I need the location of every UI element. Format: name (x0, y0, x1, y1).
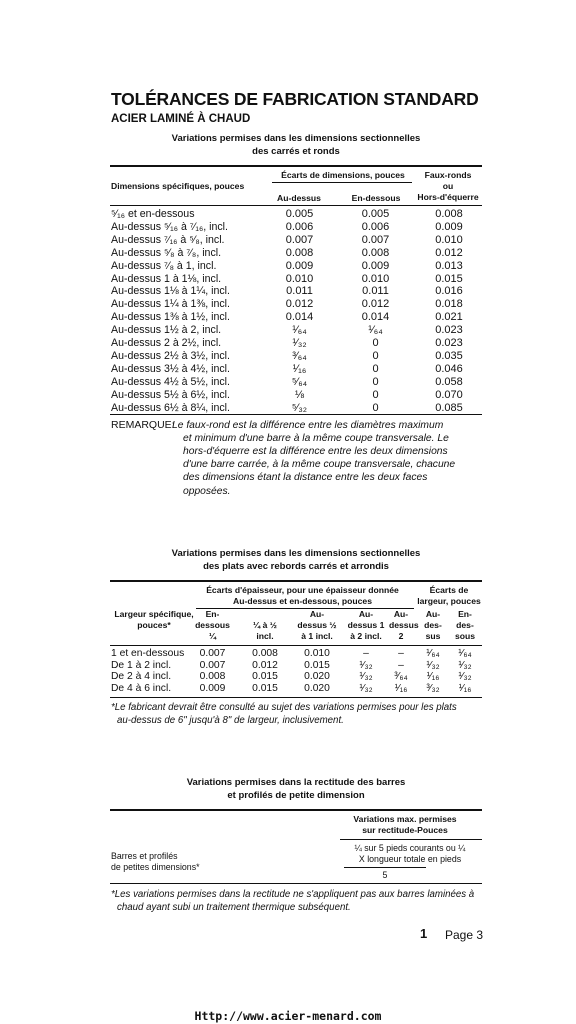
section1-header-dims: Dimensions spécifiques, pouces (111, 181, 245, 191)
section3-fraction-bar (344, 867, 426, 868)
section3-caption-line2: et profilés de petite dimension (227, 790, 365, 801)
row-dimension: Au-dessus 1⅛ à 1¼, incl. (111, 285, 230, 298)
column-header: dessus (389, 620, 419, 630)
row-value-faux-rond: 0.085 (435, 401, 463, 414)
section1-caption-line2: des carrés et ronds (252, 146, 340, 157)
row-value-au-dessus: 0.007 (285, 233, 314, 246)
row-dimension: Au-dessus 6½ à 8¼, incl. (111, 401, 230, 414)
section3-header-rule (340, 839, 482, 840)
column-header: à 1 incl. (301, 631, 333, 641)
section1-header-au-dessus: Au-dessus (277, 193, 321, 203)
row-value-au-dessus: 0.010 (285, 272, 314, 285)
row-value-en-dessous: 0 (372, 388, 379, 401)
row-dimension: Au-dessus 1⅜ à 1½, incl. (111, 311, 230, 324)
column-header: dessus 1 (347, 620, 385, 630)
row-value-en-dessous: 0.007 (361, 233, 390, 246)
column-header: incl. (256, 631, 274, 641)
row-specification: De 2 à 4 incl. (111, 671, 172, 683)
section2-bottom-rule (110, 697, 482, 698)
section3-caption-line1: Variations permises dans la rectitude des barres (186, 777, 406, 788)
row-value-faux-rond: 0.023 (435, 337, 463, 349)
section1-header-faux3: Hors-d'équerre (417, 192, 479, 202)
column-header: des- (424, 620, 442, 630)
row-value-au-dessus: ⁵⁄₆₄ (291, 375, 308, 388)
row-value-faux-rond: 0.013 (435, 259, 463, 272)
section2-header-spec2: pouces* (137, 620, 171, 630)
section2-header-largeur2: largeur, pouces (417, 596, 481, 606)
row-value-au-dessus: ¹⁄₃₂ (292, 337, 307, 349)
footer-url[interactable]: Http://www.acier-menard.com (194, 1009, 382, 1023)
section2-header-spec1: Largeur spécifique, (114, 609, 194, 619)
row-value: ³⁄₃₂ (426, 682, 440, 694)
row-value: ¹⁄₃₂ (359, 682, 373, 694)
section1-top-rule (110, 165, 482, 167)
row-value: 0.009 (199, 682, 226, 694)
section2-caption-line2: des plats avec rebords carrés et arrondis (203, 561, 389, 572)
remarque-line: et minimum d'une barre à la même coupe transversale. Le (183, 433, 449, 445)
section1-bottom-rule (110, 414, 482, 415)
section1-header-bottom-rule (110, 205, 482, 206)
row-value-faux-rond: 0.010 (435, 233, 463, 246)
row-dimension: Au-dessus ⁵⁄₁₆ à ⁷⁄₁₆, incl. (111, 220, 228, 233)
row-value: ¹⁄₃₂ (458, 671, 472, 683)
row-value: ¹⁄₃₂ (359, 671, 373, 683)
section3-row-label1: Barres et profilés (111, 851, 178, 861)
section1-header-faux1: Faux-ronds (424, 170, 472, 180)
row-value-en-dessous: 0 (372, 349, 379, 362)
row-value-faux-rond: 0.046 (435, 362, 463, 375)
row-value-au-dessus: 0.005 (285, 208, 314, 220)
row-value-en-dessous: 0.012 (361, 298, 390, 311)
remarque-line: Le faux-rond est la différence entre les diamètres maximum (172, 420, 444, 431)
row-dimension: Au-dessus 5½ à 6½, incl. (111, 388, 230, 401)
row-value-au-dessus: ³⁄₆₄ (292, 349, 307, 362)
row-value: ³⁄₆₄ (394, 671, 408, 683)
row-value-au-dessus: ¹⁄₁₆ (292, 362, 307, 375)
row-value-faux-rond: 0.023 (435, 324, 463, 337)
row-value-au-dessus: 0.011 (286, 285, 313, 298)
row-dimension: Au-dessus 2 à 2½, incl. (111, 337, 222, 349)
page-title: TOLÉRANCES DE FABRICATION STANDARD (111, 89, 479, 109)
column-header: En- (458, 609, 472, 619)
remarque-label: REMARQUE: (111, 419, 175, 431)
column-header: ¼ (208, 631, 217, 641)
section3-header-line2: sur rectitude-Pouces (362, 825, 448, 835)
section3-header-line1: Variations max. permises (353, 814, 457, 824)
section1-header-subrule (272, 182, 412, 183)
remarque-line: d'une barre carrée, à la même coupe transversale, chacune (183, 459, 456, 471)
column-header: Au- (425, 609, 441, 619)
row-value-au-dessus: ⅛ (294, 388, 305, 401)
row-specification: De 1 à 2 incl. (111, 659, 172, 671)
row-value: 0.008 (199, 671, 226, 683)
row-value: 0.007 (199, 659, 226, 671)
row-dimension: ⁵⁄₁₆ et en-dessous (111, 208, 195, 220)
row-specification: 1 et en-dessous (111, 648, 185, 659)
section1-header-en-dessous: En-dessous (351, 193, 401, 203)
row-dimension: Au-dessus 3½ à 4½, incl. (111, 362, 230, 375)
row-value-en-dessous: 0.014 (361, 311, 390, 324)
section1-caption-line1: Variations permises dans les dimensions sectionnelles (171, 133, 421, 144)
row-value-faux-rond: 0.018 (435, 298, 463, 311)
row-value-en-dessous: 0.008 (361, 246, 390, 259)
row-value: 0.007 (199, 648, 226, 659)
column-header: Au- (309, 609, 325, 619)
section2-top-rule (110, 580, 482, 582)
section3-top-rule (110, 809, 482, 811)
row-dimension: Au-dessus 4½ à 5½, incl. (111, 375, 230, 388)
row-value-en-dessous: ¹⁄₆₄ (368, 324, 383, 337)
row-dimension: Au-dessus 1 à 1⅛, incl. (111, 272, 222, 285)
section2-header-group2: Au-dessus et en-dessous, pouces (233, 596, 372, 606)
remarque-line: opposées. (183, 485, 231, 497)
section2-header-largeur1: Écarts de (429, 585, 469, 595)
page-label: Page 3 (445, 928, 484, 942)
row-value-au-dessus: 0.014 (285, 311, 314, 324)
row-value-faux-rond: 0.070 (435, 388, 463, 401)
row-value: ¹⁄₁₆ (426, 671, 440, 683)
row-value: ¹⁄₆₄ (426, 648, 440, 659)
row-value: 0.015 (304, 659, 330, 671)
row-value-en-dessous: 0.010 (361, 272, 390, 285)
row-value: ¹⁄₁₆ (458, 682, 472, 694)
row-value-faux-rond: 0.012 (435, 246, 463, 259)
column-header: sus (425, 631, 441, 641)
row-value: 0.010 (304, 648, 330, 659)
page-subtitle: ACIER LAMINÉ À CHAUD (111, 113, 251, 125)
row-value-au-dessus: 0.006 (285, 220, 314, 233)
section1-header-faux2: ou (442, 181, 454, 191)
section3-value-line2: X longueur totale en pieds (358, 854, 462, 864)
column-header: dessus ½ (297, 620, 337, 630)
row-value: – (398, 659, 404, 671)
column-header: 2 (398, 631, 404, 641)
row-value-au-dessus: 0.009 (285, 259, 314, 272)
row-specification: De 4 à 6 incl. (111, 682, 172, 694)
column-header: En- (205, 609, 220, 619)
row-value-faux-rond: 0.008 (435, 208, 463, 220)
row-value-au-dessus: ⁵⁄₃₂ (291, 401, 308, 414)
column-header: des- (456, 620, 474, 630)
section3-bottom-rule (110, 883, 482, 884)
row-value-au-dessus: ¹⁄₆₄ (292, 324, 307, 337)
remarque-line: hors-d'équerre est la différence entre les deux dimensions (183, 446, 448, 458)
column-header: sous (454, 631, 476, 641)
row-value-en-dessous: 0.011 (362, 285, 389, 298)
row-dimension: Au-dessus 2½ à 3½, incl. (111, 349, 230, 362)
row-value-en-dessous: 0 (372, 337, 379, 349)
row-value: 0.012 (252, 659, 278, 671)
row-value-au-dessus: 0.012 (285, 298, 314, 311)
section1-header-ecarts: Écarts de dimensions, pouces (281, 170, 405, 180)
section2-note-line1: *Le fabricant devrait être consulté au sujet des variations permises pour les plats (111, 702, 457, 713)
section3-value-denominator: 5 (382, 870, 388, 880)
remarque-line: des dimensions étant la distance entre les deux faces (183, 472, 428, 484)
section2-header-bottom-rule (110, 645, 482, 646)
page-number: 1 (420, 926, 428, 941)
row-value-faux-rond: 0.015 (435, 272, 463, 285)
section3-note-line1: *Les variations permises dans la rectitude ne s'appliquent pas aux barres laminées à (111, 889, 475, 900)
column-header: Au- (358, 609, 374, 619)
row-dimension: Au-dessus ⁵⁄₈ à ⁷⁄₈, incl. (111, 246, 222, 259)
row-value: 0.020 (304, 682, 330, 694)
row-dimension: Au-dessus ⁷⁄₈ à 1, incl. (111, 259, 217, 272)
row-value: – (363, 648, 369, 659)
row-value-en-dessous: 0 (372, 362, 379, 375)
row-value: 0.015 (252, 682, 278, 694)
row-value: ¹⁄₃₂ (359, 659, 373, 671)
row-value-faux-rond: 0.058 (435, 375, 463, 388)
row-value: ¹⁄₁₆ (394, 682, 408, 694)
section3-value-line1: ¼ sur 5 pieds courants ou ¼ (354, 843, 466, 853)
column-header: à 2 incl. (350, 631, 382, 641)
row-value: 0.008 (252, 648, 278, 659)
row-value: 0.015 (252, 671, 278, 683)
section2-note-line2: au-dessus de 6" jusqu'à 8" de largeur, inclusivement. (117, 715, 344, 726)
row-value-faux-rond: 0.009 (435, 220, 463, 233)
column-header: Au- (393, 609, 409, 619)
row-value: ¹⁄₆₄ (458, 648, 472, 659)
row-value-en-dessous: 0.009 (361, 259, 390, 272)
row-value-faux-rond: 0.035 (435, 349, 463, 362)
section3-row-label2: de petites dimensions* (111, 862, 200, 872)
row-value-en-dessous: 0.005 (361, 208, 390, 220)
row-value: – (398, 648, 404, 659)
row-value-en-dessous: 0 (372, 401, 379, 414)
row-value-en-dessous: 0.006 (361, 220, 390, 233)
column-header: dessous (195, 620, 230, 630)
row-dimension: Au-dessus 1¼ à 1⅜, incl. (111, 298, 230, 311)
row-value-faux-rond: 0.021 (435, 311, 463, 324)
row-value-au-dessus: 0.008 (285, 246, 314, 259)
row-value-en-dessous: 0 (372, 375, 379, 388)
row-value: ¹⁄₃₂ (458, 659, 472, 671)
section3-note-line2: chaud ayant subi un traitement thermique subséquent. (117, 902, 351, 913)
section2-header-group1: Écarts d'épaisseur, pour une épaisseur donnée (206, 585, 399, 595)
row-dimension: Au-dessus 1½ à 2, incl. (111, 324, 222, 337)
row-value-faux-rond: 0.016 (435, 285, 463, 298)
column-header: ¼ à ½ (253, 620, 277, 630)
row-value: ¹⁄₃₂ (426, 659, 440, 671)
row-dimension: Au-dessus ⁷⁄₁₆ à ⁵⁄₈, incl. (111, 233, 225, 246)
row-value: 0.020 (304, 671, 330, 683)
section2-caption-line1: Variations permises dans les dimensions sectionnelles (171, 548, 421, 559)
